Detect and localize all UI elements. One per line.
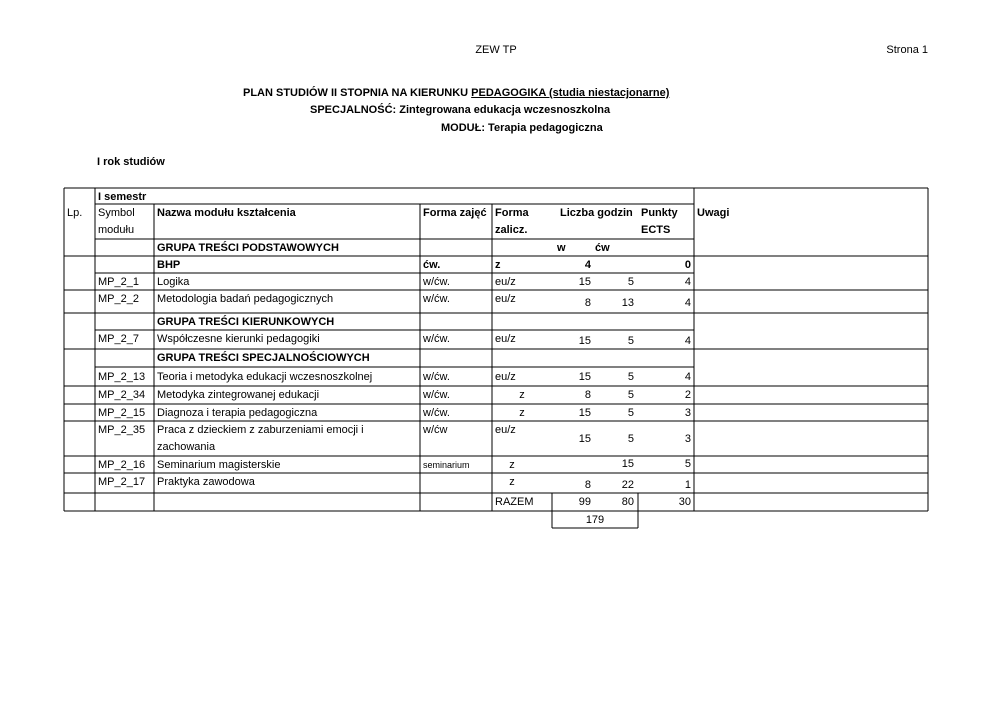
table-row-cw: 5 [627,433,634,445]
table-row-forma: w/ćw. [423,333,450,345]
table-row-ects: 3 [684,407,691,419]
table-row-ects: 4 [684,335,691,347]
col-header-symbol-2: modułu [98,224,135,236]
table-row-w: 15 [578,371,591,383]
razem-w: 99 [578,496,591,508]
semester-label: I semestr [98,191,147,203]
table-row-forma: w/ćw. [423,371,450,383]
group-podstawowe: GRUPA TREŚCI PODSTAWOWYCH [157,242,339,254]
col-header-symbol: Symbol [98,207,135,219]
table-row-symbol: MP_2_2 [98,293,139,305]
table-row-zal: z [509,459,515,471]
table-row-cw: 5 [627,276,634,288]
table-row-w: 8 [584,479,591,491]
razem-ects: 30 [678,496,691,508]
table-row-cw: 22 [621,479,634,491]
table-row-symbol: MP_2_1 [98,276,139,288]
table-row-zal: eu/z [495,371,516,383]
subheader-w: w [557,242,566,254]
table-row-symbol: MP_2_13 [98,371,146,383]
table-row-zal: eu/z [495,276,516,288]
table-row-symbol: MP_2_16 [98,459,146,471]
table-row-zal: z [519,389,525,401]
total-hours: 179 [585,514,605,526]
razem-label: RAZEM [495,496,534,508]
table-row-ects: 2 [684,389,691,401]
table-row-forma: w/ćw. [423,389,450,401]
col-header-ects: Punkty [641,207,678,219]
col-header-hours: Liczba godzin [560,207,633,219]
table-row-ects: 4 [684,276,691,288]
table-row-forma: w/ćw. [423,276,450,288]
table-row-name: Praca z dzieckiem z zaburzeniami emocji i [157,424,364,436]
table-row-symbol: MP_2_15 [98,407,146,419]
table-row-ects: 4 [684,297,691,309]
table-row-w: 15 [578,335,591,347]
col-header-name: Nazwa modułu kształcenia [157,207,296,219]
module-title: MODUŁ: Terapia pedagogiczna [441,122,603,134]
subheader-cw: ćw [595,242,610,254]
col-header-ects-2: ECTS [641,224,671,236]
table-row-zal: eu/z [495,424,516,436]
table-row-w: 8 [584,297,591,309]
table-row-w: 4 [584,259,591,271]
table-row-zal: eu/z [495,333,516,345]
table-row-zal: z [509,476,515,488]
table-row-name: Współczesne kierunki pedagogiki [157,333,320,345]
table-row-name: Logika [157,276,190,288]
table-row-w: 15 [578,407,591,419]
razem-cw: 80 [621,496,634,508]
table-row-name: Teoria i metodyka edukacji wczesnoszkolnej [157,371,373,383]
plan-title [243,87,669,99]
col-header-forma-zalicz-2: zalicz. [495,224,528,236]
table-row-name: Metodologia badań pedagogicznych [157,293,334,305]
table-row-name: BHP [157,259,181,271]
table-row-cw: 15 [621,458,634,470]
table-row-symbol: MP_2_34 [98,389,146,401]
table-row-name: Praktyka zawodowa [157,476,255,488]
table-row-zal: z [519,407,525,419]
table-row-cw: 5 [627,335,634,347]
table-row-ects: 1 [684,479,691,491]
plan-title-text: PLAN STUDIÓW II STOPNIA NA KIERUNKU [243,87,472,99]
col-header-uwagi: Uwagi [697,207,730,219]
page-header-title: ZEW TP [475,44,517,56]
year-label: I rok studiów [97,156,165,168]
page-number: Strona 1 [886,44,928,56]
table-row-forma: seminarium [423,460,470,470]
table-row-w: 8 [584,389,591,401]
table-row-symbol: MP_2_17 [98,476,146,488]
table-row-symbol: MP_2_35 [98,424,146,436]
table-row-forma: w/ćw. [423,407,450,419]
table-row-name: Metodyka zintegrowanej edukacji [157,389,320,401]
group-specjalnosciowe: GRUPA TREŚCI SPECJALNOŚCIOWYCH [157,352,370,364]
group-kierunkowe: GRUPA TREŚCI KIERUNKOWYCH [157,316,335,328]
table-row-w: 15 [578,276,591,288]
table-row-name: Diagnoza i terapia pedagogiczna [157,407,318,419]
table-row-ects: 5 [684,458,691,470]
col-header-lp: Lp. [67,207,83,219]
table-row-cw: 5 [627,371,634,383]
table-row-cw: 5 [627,389,634,401]
plan-title-underlined: PEDAGOGIKA (studia niestacjonarne) [471,87,670,99]
table-row-zal: eu/z [495,293,516,305]
table-row-zal: z [495,259,501,271]
table-row-forma: ćw. [423,259,441,271]
table-row-ects: 4 [684,371,691,383]
table-row-w: 15 [578,433,591,445]
table-row-cw: 13 [621,297,634,309]
table-row-cw: 5 [627,407,634,419]
table-row-name-cont: zachowania [157,441,216,453]
table-row-name: Seminarium magisterskie [157,459,281,471]
specialization-title: SPECJALNOŚĆ: Zintegrowana edukacja wczesnoszkolna [310,104,611,116]
table-row-ects: 0 [684,259,691,271]
table-row-symbol: MP_2_7 [98,333,139,345]
table-row-ects: 3 [684,433,691,445]
table-row-forma: w/ćw. [423,293,450,305]
col-header-forma-zalicz: Forma [495,207,529,219]
col-header-forma-zajec: Forma zajęć [423,207,487,219]
table-row-forma: w/ćw [423,424,448,436]
